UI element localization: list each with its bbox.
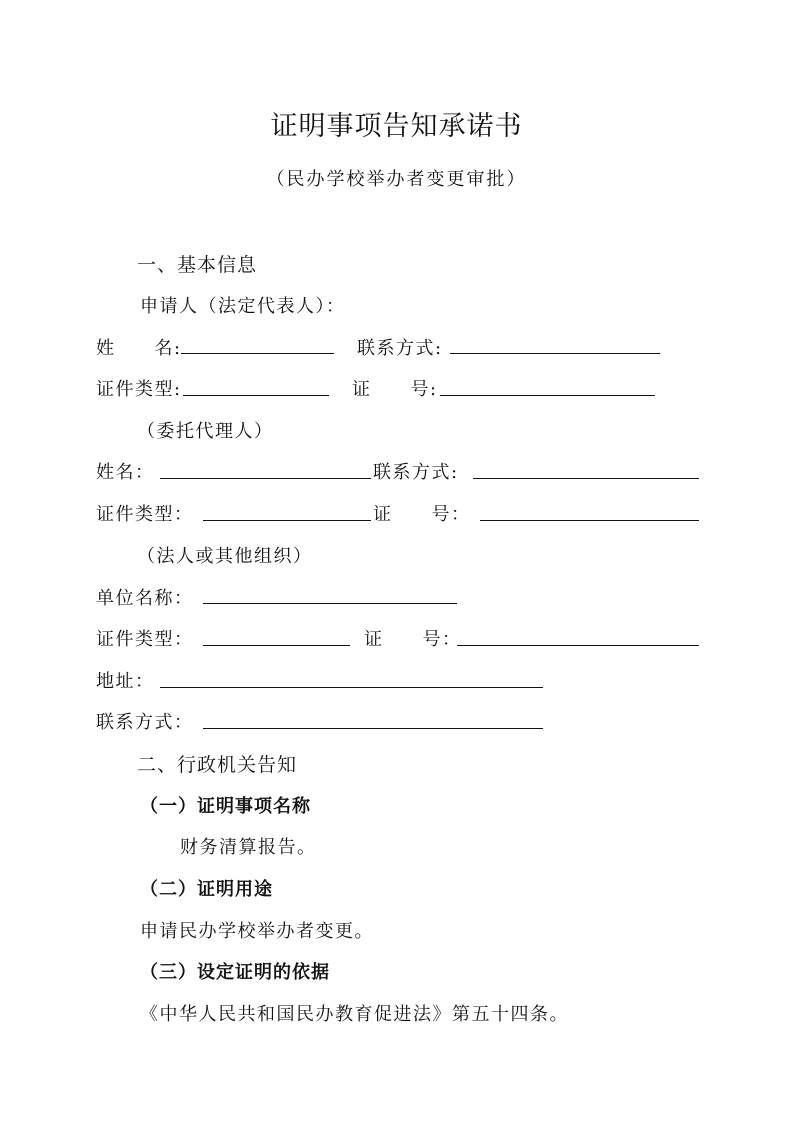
- item1-text: 财务清算报告。: [180, 837, 317, 858]
- agent-id-no-field[interactable]: [480, 520, 699, 521]
- agent-id-type-label: 证件类型：: [96, 504, 194, 525]
- org-heading: （法人或其他组织）: [137, 546, 313, 567]
- applicant-id-no-label: 证 号:: [352, 379, 438, 400]
- agent-contact-field[interactable]: [473, 478, 699, 479]
- org-id-type-label: 证件类型：: [96, 629, 194, 650]
- org-id-no-label: 证 号：: [364, 629, 462, 650]
- document-subtitle: （民办学校举办者变更审批）: [266, 169, 527, 190]
- org-id-type-field[interactable]: [203, 645, 350, 646]
- agent-contact-label: 联系方式:: [373, 462, 459, 483]
- section-notice-heading: 二、行政机关告知: [137, 754, 298, 776]
- org-id-no-field[interactable]: [457, 645, 699, 646]
- agent-heading: （委托代理人）: [137, 421, 274, 442]
- agent-id-type-field[interactable]: [203, 520, 371, 521]
- applicant-name-field[interactable]: [181, 353, 334, 354]
- applicant-heading: 申请人（法定代表人）：: [140, 296, 346, 317]
- applicant-id-type-label: 证件类型:: [96, 379, 182, 400]
- section-basic-info-heading: 一、基本信息: [137, 254, 258, 276]
- org-contact-field[interactable]: [203, 728, 543, 729]
- org-address-label: 地址：: [96, 671, 155, 692]
- applicant-name-label: 姓 名:: [96, 338, 182, 359]
- applicant-id-type-field[interactable]: [183, 395, 329, 396]
- org-address-field[interactable]: [160, 687, 543, 688]
- applicant-contact-field[interactable]: [450, 353, 660, 354]
- item3-heading: （三）设定证明的依据: [140, 962, 330, 983]
- item2-text: 申请民办学校举办者变更。: [140, 921, 374, 942]
- org-unit-name-field[interactable]: [203, 603, 457, 604]
- agent-name-label: 姓名：: [96, 462, 155, 483]
- org-unit-name-label: 单位名称：: [96, 588, 194, 609]
- applicant-contact-label: 联系方式:: [357, 338, 443, 359]
- document-title: 证明事项告知承诺书: [270, 111, 523, 142]
- org-contact-label: 联系方式：: [96, 712, 194, 733]
- applicant-id-no-field[interactable]: [440, 395, 655, 396]
- agent-id-no-label: 证 号：: [373, 504, 471, 525]
- item3-text: 《中华人民共和国民办教育促进法》第五十四条。: [140, 1004, 569, 1025]
- agent-name-field[interactable]: [160, 478, 371, 479]
- item2-heading: （二）证明用途: [140, 879, 273, 900]
- item1-heading: （一）证明事项名称: [140, 796, 311, 817]
